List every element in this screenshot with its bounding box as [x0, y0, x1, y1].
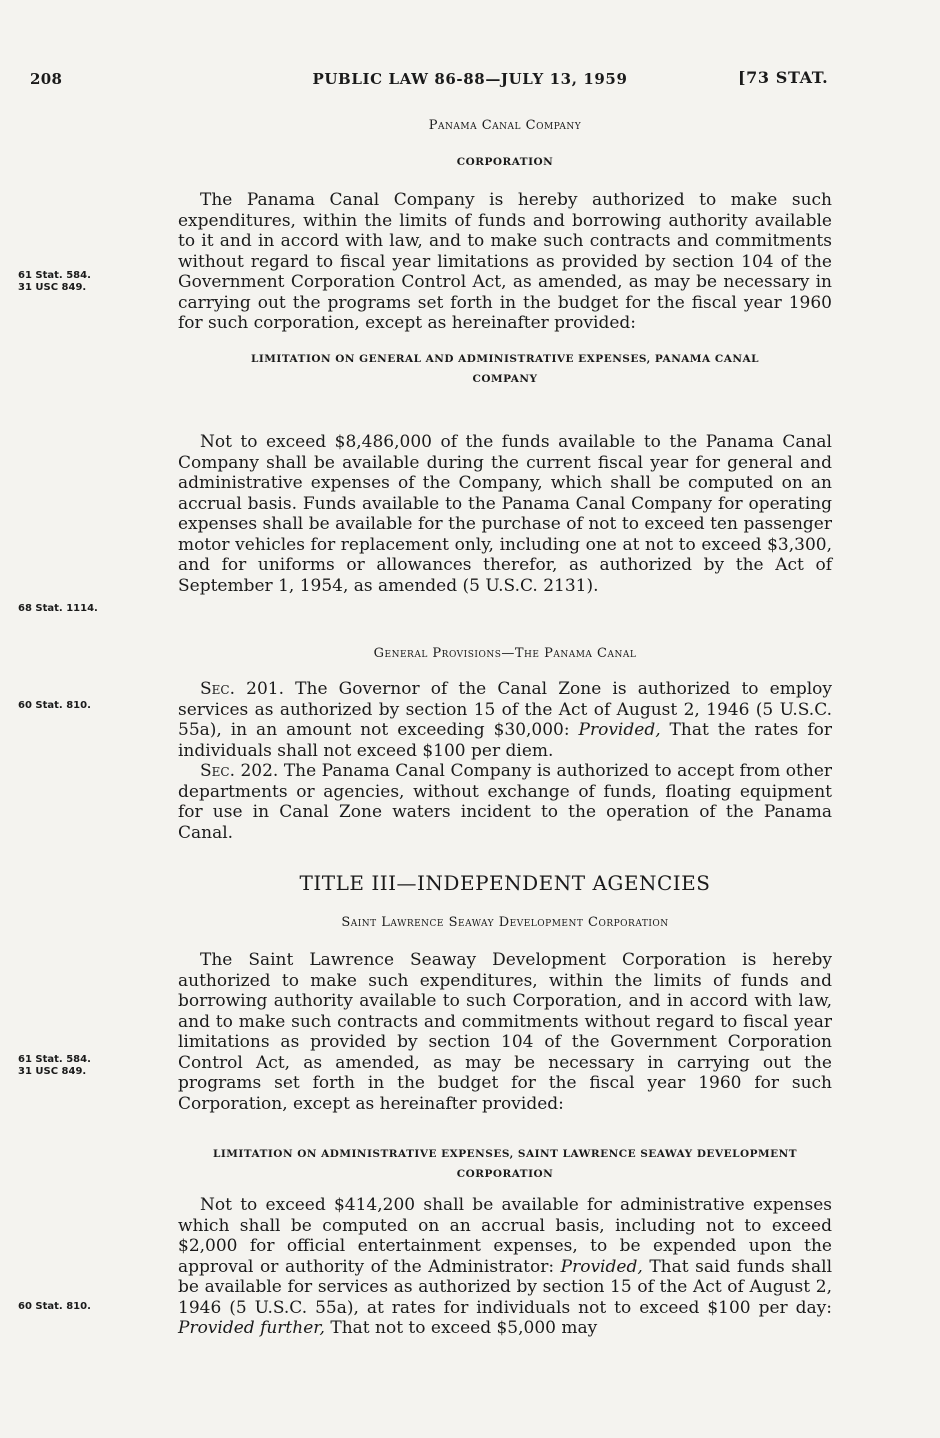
margin-note-stat-810: 60 Stat. 810. [18, 700, 91, 711]
limitation-heading: LIMITATION ON GENERAL AND ADMINISTRATIVE EXPENSES, PANAMA CANAL COMPANY [250, 353, 759, 385]
section-202-paragraph: Sec. 202. The Panama Canal Company is authorized to accept from other departments or agencies, without exchange of funds, floating equipment for use in Canal Zone waters incident to the operation of the Panama Canal. [178, 761, 833, 843]
panama-authorization-paragraph: The Panama Canal Company is hereby authorized to make such expenditures, within the limits of funds and borrowing authority available to it and in accord with law, and to make such contracts and commitments without regard to fiscal year limitations as provided by section 104 of the Government Corporation Control Act, as amended, as may be necessary in carrying out the programs set forth in the budget for the fiscal year 1960 for such corporation, except as hereinafter provided: [178, 190, 832, 333]
running-title: PUBLIC LAW 86-88—JULY 13, 1959 [312, 70, 628, 88]
margin-note-stat-584-second: 61 Stat. 584. 31 USC 849. [18, 1054, 91, 1077]
page-number: 208 [30, 70, 63, 88]
panama-canal-company-heading: Panama Canal Company [428, 118, 582, 133]
general-provisions-heading: General Provisions—The Panama Canal [373, 646, 637, 661]
section-201-label: Sec. 201. [200, 679, 284, 699]
limitation-paragraph: Not to exceed $8,486,000 of the funds available to the Panama Canal Company shall be available during the current fiscal year for general and administrative expenses of the Company, which shall be computed on an accrual basis. Funds available to the Panama Canal Company for operating expenses shall be available for the purchase of not to exceed ten passenger motor vehicles for replacement only, including one at not to exceed $3,300, and for uniforms or allowances therefor, as authorized by the Act of September 1, 1954, as amended (5 U.S.C. 2131). [178, 432, 832, 596]
seaway-authorization-paragraph: The Saint Lawrence Seaway Development Corporation is hereby authorized to make such expenditures, within the limits of funds and borrowing authority available to such Corporation, and in accord with law, and to make such contracts and commitments without regard to fiscal year limitations as provided by section 104 of the Government Corporation Control Act, as amended, as may be necessary in carrying out the programs set forth in the budget for the fiscal year 1960 for such Corporation, except as hereinafter provided: [178, 950, 832, 1114]
section-202-label: Sec. 202. [200, 761, 279, 781]
statute-reference: [73 STAT. [738, 68, 829, 87]
margin-note-stat-1114: 68 Stat. 1114. [18, 603, 98, 614]
seaway-corporation-heading: Saint Lawrence Seaway Development Corporation [341, 915, 669, 930]
title-iii-heading: TITLE III—INDEPENDENT AGENCIES [299, 871, 711, 895]
section-201-paragraph: Sec. 201. The Governor of the Canal Zone is authorized to employ services as authorized by section 15 of the Act of August 2, 1946 (5 U.S.C. 55a), in an amount not exceeding $30,000: Provided, That the rates for individuals shall not exceed $100 per diem. [178, 679, 832, 761]
seaway-limitation-paragraph: Not to exceed $414,200 shall be available for administrative expenses which shall be computed on an accrual basis, including not to exceed $2,000 for official entertainment expenses, to be expended upon the approval or authority of the Administrator: Provided, That said funds shall be available for services as authorized by section 15 of the Act of August 2, 1946 (5 U.S.C. 55a), at rates for individuals not to exceed $100 per day: Provided further, That not to exceed $5,000 may [178, 1195, 833, 1338]
margin-note-stat-810-second: 60 Stat. 810. [18, 1301, 91, 1312]
margin-note-stat-584: 61 Stat. 584. 31 USC 849. [18, 270, 91, 293]
seaway-limitation-heading: LIMITATION ON ADMINISTRATIVE EXPENSES, SAINT LAWRENCE SEAWAY DEVELOPMENT CORPORATION [212, 1148, 798, 1180]
corporation-subheading: CORPORATION [456, 156, 554, 168]
